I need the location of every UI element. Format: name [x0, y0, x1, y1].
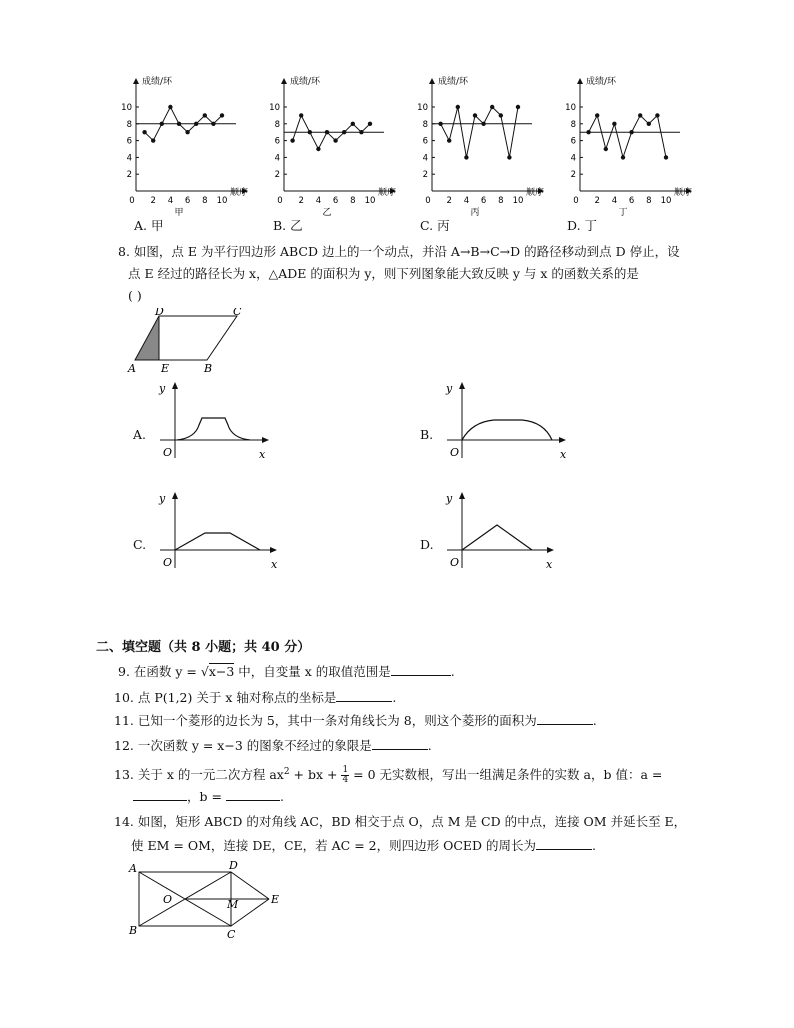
data-point — [586, 130, 590, 134]
x-axis-title: 顺序 — [526, 188, 545, 198]
q11-text: 11. 已知一个菱形的边长为 5，其中一条对角线长为 8，则这个菱形的面积为 — [114, 713, 537, 728]
q13-pre: 13. 关于 x 的一元二次方程 ax — [114, 767, 284, 783]
data-point — [655, 113, 659, 117]
chart-name: 乙 — [322, 208, 332, 218]
segment-de — [231, 872, 269, 899]
q14-line2 — [131, 837, 596, 854]
q10-text: 10. 点 P(1,2) 关于 x 轴对称点的坐标是 — [114, 690, 337, 705]
x-tick-label: 2 — [446, 196, 452, 206]
data-point — [308, 130, 312, 134]
data-point — [290, 138, 294, 142]
data-point — [368, 122, 372, 126]
origin-label: O — [450, 446, 460, 459]
stat-option-c[interactable]: C. 丙 — [420, 218, 450, 233]
q13-end: . — [279, 789, 284, 804]
axis-y-label: y — [446, 382, 453, 395]
x-tick-label: 0 — [573, 196, 579, 206]
data-point — [447, 138, 451, 142]
q9-answer-blank[interactable] — [391, 663, 451, 676]
x-tick-label: 0 — [129, 196, 135, 206]
data-point — [507, 155, 511, 159]
q8-option-c-label[interactable]: C. — [133, 537, 147, 552]
label-o: O — [163, 893, 173, 906]
axis-x-label: x — [271, 558, 278, 571]
y-axis-title: 成绩/环 — [438, 77, 469, 87]
q11-end: . — [592, 713, 597, 728]
axis-y-label: y — [159, 382, 166, 395]
stat-chart-2 — [417, 75, 544, 218]
label-m: M — [227, 898, 239, 911]
data-point — [220, 113, 224, 117]
q13-b-blank[interactable] — [226, 788, 280, 801]
y-tick-label: 8 — [126, 119, 132, 130]
data-point — [638, 113, 642, 117]
data-point — [516, 105, 520, 109]
data-point — [499, 113, 503, 117]
data-point — [438, 122, 442, 126]
y-tick-label: 8 — [274, 119, 280, 130]
data-point — [473, 113, 477, 117]
y-tick-label: 10 — [269, 103, 280, 113]
x-tick-label: 4 — [315, 196, 322, 206]
y-tick-label: 2 — [570, 170, 576, 181]
y-tick-label: 8 — [570, 119, 576, 130]
q14-answer-blank[interactable] — [536, 837, 592, 850]
q8-option-d-graph[interactable] — [442, 490, 562, 575]
y-tick-label: 2 — [126, 170, 132, 181]
data-point — [160, 122, 164, 126]
q13-a-blank[interactable] — [133, 788, 187, 801]
data-point — [142, 130, 146, 134]
x-tick-label: 4 — [167, 196, 174, 206]
data-point — [177, 122, 181, 126]
y-tick-label: 10 — [121, 103, 132, 113]
q11-answer-blank[interactable] — [537, 712, 593, 725]
origin-label: O — [163, 446, 173, 459]
y-tick-label: 2 — [422, 170, 428, 181]
data-point — [211, 122, 215, 126]
x-tick-label: 10 — [216, 196, 228, 206]
q13-mid: + bx + — [289, 767, 342, 783]
x-tick-label: 2 — [594, 196, 600, 206]
stat-chart-3 — [565, 75, 692, 218]
data-point — [203, 113, 207, 117]
y-tick-label: 6 — [570, 136, 576, 147]
q12-answer-blank[interactable] — [372, 737, 428, 750]
q8-option-b-label[interactable]: B. — [420, 427, 434, 442]
data-point — [333, 138, 337, 142]
x-axis-title: 顺序 — [230, 188, 249, 198]
data-point — [481, 122, 485, 126]
y-axis-title: 成绩/环 — [586, 77, 617, 87]
q14-rectangle-figure — [125, 860, 285, 940]
q14-end: . — [592, 838, 597, 853]
q8-option-b-graph[interactable] — [442, 380, 572, 465]
q10-end: . — [392, 690, 397, 705]
y-axis-arrow — [577, 78, 583, 84]
stat-option-d[interactable]: D. 丁 — [567, 218, 598, 233]
data-point — [351, 122, 355, 126]
x-tick-label: 10 — [660, 196, 672, 206]
y-tick-label: 4 — [422, 153, 428, 164]
data-point — [299, 113, 303, 117]
y-axis-title: 成绩/环 — [290, 77, 321, 87]
q8-option-c-graph[interactable] — [155, 490, 285, 575]
q8-line1: 8. 如图，点 E 为平行四边形 ABCD 边上的一个动点，并沿 A→B→C→D 的路径移动到点 D 停止，设 — [118, 244, 680, 259]
q13-line1 — [114, 764, 662, 785]
y-axis-arrow — [133, 78, 139, 84]
data-point — [647, 122, 651, 126]
x-tick-label: 0 — [277, 196, 283, 206]
chart-name: 丁 — [618, 208, 628, 218]
data-point — [316, 147, 320, 151]
data-point — [464, 155, 468, 159]
data-point — [342, 130, 346, 134]
data-point — [629, 130, 633, 134]
label-e: E — [271, 893, 280, 906]
data-point — [595, 113, 599, 117]
y-axis-arrow — [429, 78, 435, 84]
series-line — [589, 115, 666, 157]
axis-x-label: x — [546, 558, 553, 571]
y-tick-label: 2 — [274, 170, 280, 181]
axis-x-label: x — [259, 448, 266, 461]
y-axis-arrow — [281, 78, 287, 84]
x-tick-label: 6 — [332, 196, 339, 206]
q8-option-a-label[interactable]: A. — [133, 427, 147, 442]
axis-x-label: x — [560, 448, 567, 461]
data-point — [168, 105, 172, 109]
axis-y-label: y — [159, 492, 166, 505]
q13-exponent: 2 — [283, 767, 290, 777]
axis-y-label: y — [446, 492, 453, 505]
label-c: C — [233, 308, 242, 318]
x-tick-label: 8 — [498, 196, 504, 206]
data-point — [325, 130, 329, 134]
x-axis-title: 顺序 — [378, 188, 397, 198]
chart-name: 甲 — [174, 208, 184, 218]
y-tick-label: 6 — [126, 136, 132, 147]
q8-answer-paren[interactable]: ( ) — [128, 288, 142, 303]
x-axis-title: 顺序 — [674, 188, 693, 198]
section-2-title: 二、填空题（共 8 小题；共 40 分） — [96, 640, 311, 655]
q9 — [118, 663, 455, 680]
chart-name: 丙 — [470, 208, 480, 218]
stat-chart-0 — [121, 75, 248, 218]
label-e: E — [161, 362, 170, 375]
q10-answer-blank[interactable] — [336, 689, 392, 702]
x-tick-label: 0 — [425, 196, 431, 206]
x-tick-label: 2 — [150, 196, 156, 206]
y-tick-label: 6 — [422, 136, 428, 147]
q11 — [114, 712, 597, 729]
x-tick-label: 10 — [364, 196, 376, 206]
y-tick-label: 4 — [274, 153, 280, 164]
origin-label: O — [163, 556, 173, 569]
q12 — [114, 737, 432, 754]
x-tick-label: 6 — [628, 196, 635, 206]
data-point — [621, 155, 625, 159]
data-point — [456, 105, 460, 109]
q9-radicand: x−3 — [208, 664, 235, 679]
x-tick-label: 2 — [298, 196, 304, 206]
q8-option-d-label[interactable]: D. — [420, 537, 434, 552]
q9-end: . — [450, 664, 455, 679]
data-point — [490, 105, 494, 109]
q13-frac-num: 1 — [342, 765, 349, 776]
label-b: B — [204, 362, 213, 375]
data-point — [359, 130, 363, 134]
x-tick-label: 6 — [184, 196, 191, 206]
x-tick-label: 8 — [350, 196, 356, 206]
data-point — [194, 122, 198, 126]
label-d: D — [155, 308, 164, 318]
series-line — [441, 107, 518, 157]
q10 — [114, 689, 396, 706]
x-tick-label: 10 — [512, 196, 524, 206]
y-tick-label: 4 — [570, 153, 576, 164]
sqrt-symbol: √ — [200, 664, 209, 679]
label-a: A — [128, 362, 136, 375]
stat-charts-svg — [118, 70, 718, 220]
q13-frac-den: 4 — [342, 775, 349, 786]
data-point — [151, 138, 155, 142]
q14-line1: 14. 如图，矩形 ABCD 的对角线 AC，BD 相交于点 O，点 M 是 CD 的中点，连接 OM 并延长至 E， — [114, 814, 687, 829]
stat-option-b[interactable]: B. 乙 — [273, 218, 303, 233]
y-tick-label: 10 — [417, 103, 428, 113]
stat-chart-1 — [269, 75, 396, 218]
x-tick-label: 4 — [463, 196, 470, 206]
data-point — [604, 147, 608, 151]
y-tick-label: 10 — [565, 103, 576, 113]
label-b: B — [129, 924, 138, 937]
data-point — [612, 122, 616, 126]
y-axis-title: 成绩/环 — [142, 77, 173, 87]
q13-post: = 0 无实数根，写出一组满足条件的实数 a，b 值：a = — [349, 767, 663, 783]
q9-post: 中，自变量 x 的取值范围是 — [234, 664, 391, 679]
label-c: C — [227, 928, 236, 940]
q12-end: . — [427, 738, 432, 753]
data-point — [185, 130, 189, 134]
x-tick-label: 6 — [480, 196, 487, 206]
q14-line2-text: 使 EM = OM，连接 DE，CE，若 AC = 2，则四边形 OCED 的周长为 — [131, 838, 537, 853]
q12-text: 12. 一次函数 y = x−3 的图象不经过的象限是 — [114, 738, 372, 753]
x-tick-label: 8 — [202, 196, 208, 206]
y-tick-label: 8 — [422, 119, 428, 130]
x-tick-label: 8 — [646, 196, 652, 206]
data-point — [664, 155, 668, 159]
y-tick-label: 4 — [126, 153, 132, 164]
stat-charts-row — [118, 70, 718, 220]
label-d: D — [229, 860, 238, 872]
q13-line2 — [133, 788, 284, 805]
x-tick-label: 4 — [611, 196, 618, 206]
y-tick-label: 6 — [274, 136, 280, 147]
q8-option-a-graph[interactable] — [155, 380, 275, 465]
q8-parallelogram-figure — [125, 308, 255, 376]
q9-pre: 9. 在函数 y = — [118, 664, 201, 679]
q13-b-label: ，b = — [187, 789, 222, 804]
q8-line2: 点 E 经过的路径长为 x，△ADE 的面积为 y，则下列图象能大致反映 y 与 x 的函数关系的是 — [128, 266, 639, 281]
origin-label: O — [450, 556, 460, 569]
stat-option-a[interactable]: A. 甲 — [134, 218, 164, 233]
label-a: A — [129, 862, 137, 875]
